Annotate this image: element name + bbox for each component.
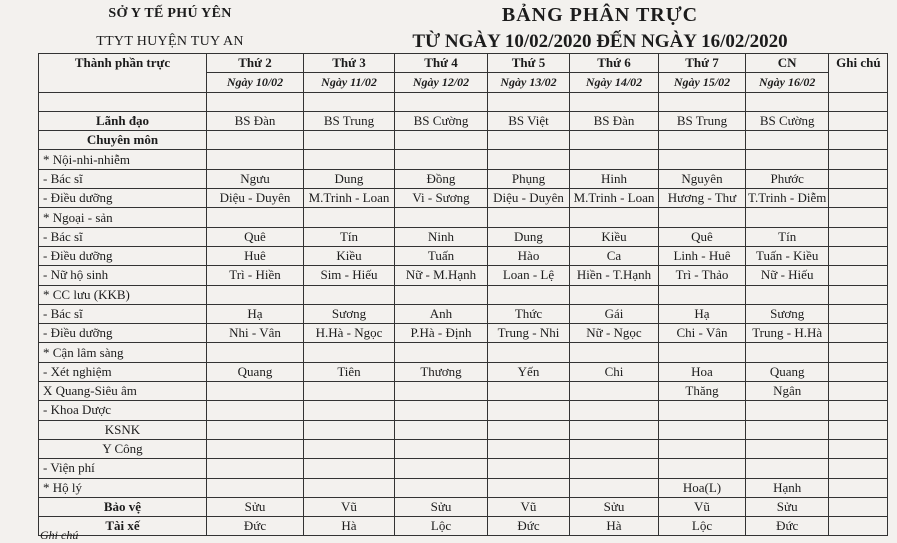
- note-cell: [829, 304, 888, 323]
- note-cell: [829, 382, 888, 401]
- duty-cell: Lộc: [395, 517, 488, 536]
- duty-cell: [207, 439, 304, 458]
- duty-cell: [395, 401, 488, 420]
- duty-cell: [488, 459, 570, 478]
- duty-cell: [746, 131, 829, 150]
- duty-cell: [570, 478, 659, 497]
- note-cell: [829, 439, 888, 458]
- duty-cell: [746, 420, 829, 439]
- duty-cell: [395, 478, 488, 497]
- duty-cell: Kiều: [304, 246, 395, 265]
- table-row: [39, 208, 888, 227]
- duty-cell: [395, 208, 488, 227]
- duty-cell: Sửu: [746, 497, 829, 516]
- duty-cell: [659, 285, 746, 304]
- table-row: [39, 382, 888, 401]
- duty-cell: Anh: [395, 304, 488, 323]
- duty-cell: Linh - Huê: [659, 246, 746, 265]
- duty-cell: T.Trinh - Diễm: [746, 189, 829, 208]
- table-row: [39, 92, 888, 111]
- date-header: Ngày 14/02: [570, 73, 659, 92]
- row-label: * Cận lâm sàng: [39, 343, 207, 362]
- duty-cell: [570, 208, 659, 227]
- duty-cell: Ca: [570, 246, 659, 265]
- duty-cell: [207, 131, 304, 150]
- duty-cell: M.Trinh - Loan: [304, 189, 395, 208]
- duty-cell: [207, 401, 304, 420]
- row-label: Tài xế: [39, 517, 207, 536]
- table-row: [39, 401, 888, 420]
- duty-cell: Dung: [488, 227, 570, 246]
- day-header: Thứ 5: [488, 54, 570, 73]
- duty-cell: Tiên: [304, 362, 395, 381]
- duty-cell: Sương: [304, 304, 395, 323]
- duty-cell: BS Cường: [395, 111, 488, 130]
- duty-cell: BS Đàn: [207, 111, 304, 130]
- duty-cell: Ngưu: [207, 169, 304, 188]
- duty-cell: Tuấn: [395, 246, 488, 265]
- duty-cell: [304, 285, 395, 304]
- duty-cell: [304, 439, 395, 458]
- duty-cell: Trì - Hiền: [207, 266, 304, 285]
- org-line-2: TTYT HUYỆN TUY AN: [96, 34, 244, 49]
- duty-cell: Phước: [746, 169, 829, 188]
- duty-cell: [746, 208, 829, 227]
- day-header: Thứ 2: [207, 54, 304, 73]
- duty-cell: Huê: [207, 246, 304, 265]
- row-label: * Nội-nhi-nhiễm: [39, 150, 207, 169]
- note-cell: [829, 131, 888, 150]
- table-row: [39, 189, 888, 208]
- table-row: [39, 111, 888, 130]
- duty-cell: Trì - Thảo: [659, 266, 746, 285]
- duty-cell: Kiều: [570, 227, 659, 246]
- duty-cell: [570, 131, 659, 150]
- table-row: [39, 246, 888, 265]
- table-row: [39, 131, 888, 150]
- table-row: [39, 439, 888, 458]
- table-row: [39, 169, 888, 188]
- note-cell: [829, 266, 888, 285]
- duty-cell: Hoa(L): [659, 478, 746, 497]
- duty-cell: [304, 150, 395, 169]
- duty-cell: [570, 459, 659, 478]
- duty-cell: [488, 401, 570, 420]
- duty-cell: Nguyên: [659, 169, 746, 188]
- note-cell: [829, 285, 888, 304]
- date-header: Ngày 10/02: [207, 73, 304, 92]
- day-header: Thứ 7: [659, 54, 746, 73]
- row-label: Chuyên môn: [39, 131, 207, 150]
- duty-cell: [395, 420, 488, 439]
- duty-cell: Đức: [488, 517, 570, 536]
- duty-cell: Lộc: [659, 517, 746, 536]
- table-row: [39, 459, 888, 478]
- duty-cell: [207, 92, 304, 111]
- duty-cell: Hào: [488, 246, 570, 265]
- duty-cell: M.Trinh - Loan: [570, 189, 659, 208]
- duty-cell: [746, 439, 829, 458]
- duty-cell: P.Hà - Định: [395, 324, 488, 343]
- duty-cell: [659, 459, 746, 478]
- duty-cell: [304, 420, 395, 439]
- table-row: [39, 517, 888, 536]
- row-label: KSNK: [39, 420, 207, 439]
- duty-cell: [207, 459, 304, 478]
- duty-cell: Thăng: [659, 382, 746, 401]
- organization-header: [40, 5, 300, 51]
- document-title: BẢNG PHÂN TRỰC: [501, 4, 699, 26]
- duty-cell: [570, 343, 659, 362]
- duty-cell: [746, 343, 829, 362]
- row-label: * CC lưu (KKB): [39, 285, 207, 304]
- duty-cell: Quê: [659, 227, 746, 246]
- duty-cell: [395, 382, 488, 401]
- header-row: [39, 54, 888, 73]
- duty-cell: BS Cường: [746, 111, 829, 130]
- duty-cell: [570, 439, 659, 458]
- duty-cell: [659, 208, 746, 227]
- duty-cell: [570, 92, 659, 111]
- duty-cell: Hà: [570, 517, 659, 536]
- duty-cell: [207, 285, 304, 304]
- duty-cell: [746, 150, 829, 169]
- note-cell: [829, 478, 888, 497]
- day-header: Thứ 3: [304, 54, 395, 73]
- duty-cell: Hạ: [659, 304, 746, 323]
- duty-cell: [570, 150, 659, 169]
- duty-cell: BS Việt: [488, 111, 570, 130]
- duty-cell: [659, 401, 746, 420]
- duty-cell: Trung - H.Hà: [746, 324, 829, 343]
- duty-cell: [746, 459, 829, 478]
- row-label: - Bác sĩ: [39, 227, 207, 246]
- duty-cell: [570, 401, 659, 420]
- duty-cell: Đức: [207, 517, 304, 536]
- duty-cell: [304, 92, 395, 111]
- duty-cell: [659, 131, 746, 150]
- note-cell: [829, 227, 888, 246]
- note-cell: [829, 111, 888, 130]
- row-label: - Viện phí: [39, 459, 207, 478]
- note-cell: [829, 92, 888, 111]
- row-label: - Bác sĩ: [39, 169, 207, 188]
- duty-cell: Chi - Vân: [659, 324, 746, 343]
- duty-cell: [488, 92, 570, 111]
- date-header: Ngày 11/02: [304, 73, 395, 92]
- table-row: [39, 285, 888, 304]
- row-label: Bảo vệ: [39, 497, 207, 516]
- duty-cell: [488, 150, 570, 169]
- duty-cell: Thương: [395, 362, 488, 381]
- duty-cell: Sửu: [395, 497, 488, 516]
- note-cell: [829, 517, 888, 536]
- duty-cell: [207, 343, 304, 362]
- duty-cell: [488, 208, 570, 227]
- duty-cell: [659, 343, 746, 362]
- duty-cell: [659, 92, 746, 111]
- row-label: - Điều dưỡng: [39, 324, 207, 343]
- duty-cell: Hinh: [570, 169, 659, 188]
- duty-cell: Thức: [488, 304, 570, 323]
- duty-cell: [304, 459, 395, 478]
- note-cell: [829, 343, 888, 362]
- row-label: - Điều dưỡng: [39, 246, 207, 265]
- duty-cell: Vũ: [488, 497, 570, 516]
- row-label: Lãnh đạo: [39, 111, 207, 130]
- duty-cell: [395, 150, 488, 169]
- duty-cell: Hiền - T.Hạnh: [570, 266, 659, 285]
- duty-cell: [659, 150, 746, 169]
- duty-cell: Vi - Sương: [395, 189, 488, 208]
- duty-cell: [659, 420, 746, 439]
- table-row: [39, 227, 888, 246]
- duty-cell: [570, 285, 659, 304]
- table-row: [39, 150, 888, 169]
- date-header: Ngày 16/02: [746, 73, 829, 92]
- note-cell: [829, 362, 888, 381]
- duty-cell: [207, 478, 304, 497]
- duty-cell: Hương - Thư: [659, 189, 746, 208]
- row-label: [39, 92, 207, 111]
- row-label: - Khoa Dược: [39, 401, 207, 420]
- duty-cell: Đức: [746, 517, 829, 536]
- note-cell: [829, 497, 888, 516]
- duty-cell: Nữ - Ngọc: [570, 324, 659, 343]
- duty-cell: Ngân: [746, 382, 829, 401]
- duty-cell: Sửu: [570, 497, 659, 516]
- row-label: * Hộ lý: [39, 478, 207, 497]
- duty-cell: [488, 343, 570, 362]
- duty-cell: [488, 420, 570, 439]
- column-label-header: Thành phần trực: [39, 54, 207, 93]
- note-cell: [829, 459, 888, 478]
- note-cell: [829, 246, 888, 265]
- duty-cell: Tuấn - Kiều: [746, 246, 829, 265]
- table-row: [39, 362, 888, 381]
- duty-cell: Nữ - Hiếu: [746, 266, 829, 285]
- note-cell: [829, 324, 888, 343]
- duty-cell: [207, 382, 304, 401]
- duty-cell: [304, 478, 395, 497]
- duty-cell: Hà: [304, 517, 395, 536]
- note-cell: [829, 420, 888, 439]
- duty-cell: [395, 131, 488, 150]
- table-row: [39, 497, 888, 516]
- duty-cell: [395, 285, 488, 304]
- duty-cell: [304, 208, 395, 227]
- row-label: Y Công: [39, 439, 207, 458]
- table-row: [39, 266, 888, 285]
- duty-cell: [746, 401, 829, 420]
- duty-cell: [488, 439, 570, 458]
- date-header: Ngày 12/02: [395, 73, 488, 92]
- duty-cell: Nữ - M.Hạnh: [395, 266, 488, 285]
- duty-roster-table: [38, 53, 888, 536]
- duty-cell: [659, 439, 746, 458]
- duty-cell: Diệu - Duyên: [488, 189, 570, 208]
- document-title-block: [380, 3, 820, 54]
- duty-cell: Chi: [570, 362, 659, 381]
- duty-cell: BS Đàn: [570, 111, 659, 130]
- note-cell: [829, 189, 888, 208]
- duty-cell: [488, 131, 570, 150]
- duty-cell: [395, 439, 488, 458]
- day-header: Thứ 6: [570, 54, 659, 73]
- duty-cell: [488, 285, 570, 304]
- duty-cell: Trung - Nhi: [488, 324, 570, 343]
- duty-cell: [395, 459, 488, 478]
- duty-cell: Phụng: [488, 169, 570, 188]
- duty-cell: Gái: [570, 304, 659, 323]
- duty-cell: [746, 92, 829, 111]
- row-label: - Bác sĩ: [39, 304, 207, 323]
- row-label: * Ngoại - sản: [39, 208, 207, 227]
- duty-cell: Quang: [746, 362, 829, 381]
- duty-cell: Ninh: [395, 227, 488, 246]
- row-label: - Nữ hộ sinh: [39, 266, 207, 285]
- duty-cell: Yến: [488, 362, 570, 381]
- day-header: CN: [746, 54, 829, 73]
- duty-cell: [488, 478, 570, 497]
- duty-cell: Vũ: [304, 497, 395, 516]
- duty-cell: [395, 343, 488, 362]
- duty-cell: Tín: [746, 227, 829, 246]
- duty-cell: H.Hà - Ngọc: [304, 324, 395, 343]
- document-subtitle: TỪ NGÀY 10/02/2020 ĐẾN NGÀY 16/02/2020: [412, 31, 788, 52]
- table-row: [39, 304, 888, 323]
- duty-cell: Hạ: [207, 304, 304, 323]
- day-header: Thứ 4: [395, 54, 488, 73]
- duty-cell: [304, 343, 395, 362]
- table-row: [39, 420, 888, 439]
- note-header: Ghi chú: [829, 54, 888, 93]
- date-header: Ngày 15/02: [659, 73, 746, 92]
- duty-cell: Hạnh: [746, 478, 829, 497]
- duty-cell: Đồng: [395, 169, 488, 188]
- duty-cell: [207, 420, 304, 439]
- table-row: [39, 343, 888, 362]
- duty-cell: Dung: [304, 169, 395, 188]
- duty-cell: Sim - Hiếu: [304, 266, 395, 285]
- duty-cell: Hoa: [659, 362, 746, 381]
- table-row: [39, 324, 888, 343]
- duty-cell: Quê: [207, 227, 304, 246]
- duty-cell: Loan - Lệ: [488, 266, 570, 285]
- duty-cell: Nhi - Vân: [207, 324, 304, 343]
- duty-cell: Diệu - Duyên: [207, 189, 304, 208]
- note-cell: [829, 401, 888, 420]
- duty-cell: Sương: [746, 304, 829, 323]
- note-cell: [829, 169, 888, 188]
- row-label: - Điều dưỡng: [39, 189, 207, 208]
- duty-cell: Tín: [304, 227, 395, 246]
- duty-cell: [207, 150, 304, 169]
- duty-cell: [395, 92, 488, 111]
- duty-cell: BS Trung: [659, 111, 746, 130]
- duty-cell: [304, 382, 395, 401]
- note-cell: [829, 208, 888, 227]
- row-label: - Xét nghiệm: [39, 362, 207, 381]
- duty-cell: [207, 208, 304, 227]
- table-row: [39, 478, 888, 497]
- duty-cell: [488, 382, 570, 401]
- duty-cell: Vũ: [659, 497, 746, 516]
- duty-cell: [570, 420, 659, 439]
- duty-cell: [304, 401, 395, 420]
- duty-cell: Quang: [207, 362, 304, 381]
- duty-cell: [570, 382, 659, 401]
- footer-note: Ghi chú: [40, 528, 79, 542]
- date-header: Ngày 13/02: [488, 73, 570, 92]
- note-cell: [829, 150, 888, 169]
- duty-cell: BS Trung: [304, 111, 395, 130]
- duty-cell: Sửu: [207, 497, 304, 516]
- org-line-1: SỞ Y TẾ PHÚ YÊN: [108, 6, 232, 21]
- duty-cell: [746, 285, 829, 304]
- duty-cell: [304, 131, 395, 150]
- row-label: X Quang-Siêu âm: [39, 382, 207, 401]
